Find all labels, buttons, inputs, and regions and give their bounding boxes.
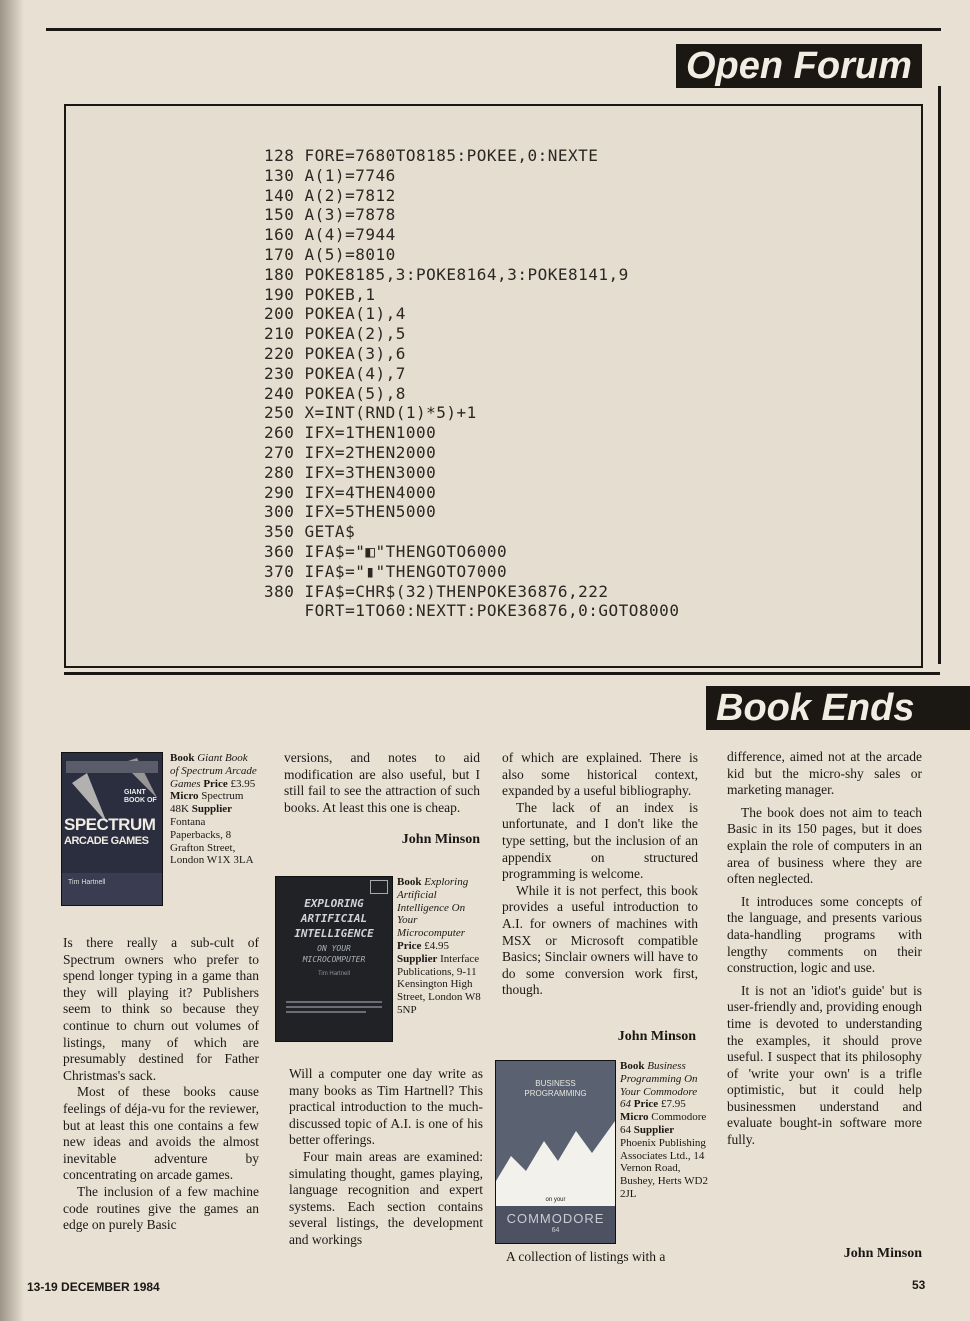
book-label: Book bbox=[397, 876, 422, 888]
paragraph: The book does not aim to teach Basic in its 150 pages, but it does explain the role of computers in an area of business where they are often neglected. bbox=[727, 804, 922, 887]
code-line: 250 X=INT(RND(1)*5)+1 bbox=[264, 403, 477, 423]
book-title: Business Programming On Your Commodore 64 bbox=[620, 1060, 698, 1111]
price: £4.95 bbox=[424, 939, 449, 952]
supplier-label: Supplier bbox=[397, 952, 438, 965]
supplier-label: Supplier bbox=[191, 803, 233, 816]
paragraph: Most of these books cause feelings of déja-vu for the reviewer, but at least this one contains a few new ideas and avoids the almost inevitable adventure by concentrating on arcade games. bbox=[63, 1084, 259, 1183]
paragraph: While it is not perfect, this book provides a useful introduction to A.I. for owners of machines with MSX or Microsoft compatible Basics; Sinclair owners will have to do some conversion work first, though. bbox=[502, 882, 698, 998]
code-line: 128 FORE=7680TO8185:POKEE,0:NEXTE bbox=[264, 146, 599, 165]
code-line: 370 IFA$="▮"THENGOTO7000 bbox=[264, 561, 508, 581]
code-line: 160 A(4)=7944 bbox=[264, 225, 396, 245]
book-ends-bar-right bbox=[940, 686, 970, 730]
code-line: 140 A(2)=7812 bbox=[264, 185, 396, 205]
code-line: 270 IFX=2THEN2000 bbox=[264, 443, 437, 462]
cover-blurb bbox=[286, 1001, 382, 1003]
paragraph: of which are explained. There is also some historical context, expanded by a useful bibliography. bbox=[502, 750, 698, 799]
commodore-book-cover bbox=[495, 1060, 616, 1244]
code-line: 360 IFA$="◧"THENGOTO6000 bbox=[264, 542, 508, 561]
code-line: 180 POKE8185,3:POKE8164,3:POKE8141,9 bbox=[264, 264, 629, 284]
cover-line: MICROCOMPUTER bbox=[302, 955, 366, 964]
micro: Commodore 64 bbox=[620, 1111, 707, 1136]
book-ends-title: Book Ends bbox=[716, 687, 915, 729]
code-line: 150 A(3)=7878 bbox=[264, 205, 396, 225]
code-line: 280 IFX=3THEN3000 bbox=[264, 462, 437, 482]
code-line: 350 GETA$ bbox=[264, 522, 356, 542]
supplier: Interface Publications, 9-11 Kensington High Street, London W8 5NP bbox=[397, 952, 481, 1016]
column-2-bottom bbox=[289, 1066, 483, 1249]
paragraph: It introduces some concepts of the language, and presents various data-handling programs with lengthy comments on their construction, logic and use. bbox=[727, 893, 922, 976]
binding-shadow bbox=[0, 0, 24, 1321]
book-ends-banner bbox=[706, 686, 960, 730]
code-line: 130 A(1)=7746 bbox=[264, 165, 396, 185]
cover-title: PROGRAMMING bbox=[524, 1089, 587, 1098]
paragraph: Will a computer one day write as many books as Tim Hartnell? This practical introduction to the much-discussed topic of A.I. is one of his better offerings. bbox=[289, 1066, 483, 1148]
spectrum-book-cover bbox=[61, 752, 163, 906]
cover-author: Tim Hartnell bbox=[317, 971, 351, 977]
column-1 bbox=[63, 935, 259, 1234]
cover-author: Tim Hartnell bbox=[68, 879, 106, 886]
price-label: Price bbox=[397, 939, 422, 952]
book-label: Book bbox=[620, 1060, 645, 1072]
paragraph: The lack of an index is unfortunate, and I don't like the type setting, but the inclusion of an appendix on structured programming is welcome. bbox=[502, 799, 698, 882]
cover-blurb bbox=[286, 1006, 382, 1008]
supplier: Phoenix Publishing Associates Ltd., 14 Vernon Road, Bushey, Herts WD2 2JL bbox=[620, 1136, 708, 1200]
review2-info bbox=[397, 876, 485, 1017]
cover-line: ARTIFICIAL bbox=[300, 912, 368, 925]
cover-subtitle: on your bbox=[545, 1197, 566, 1203]
micro: Spectrum 48K bbox=[170, 790, 244, 816]
paragraph: Four main areas are examined: simulating thought, games playing, language recognition and expert systems. Each section contains several listings, the development and workings bbox=[289, 1148, 483, 1247]
code-line: FORT=1TO60:NEXTT:POKE36876,0:GOTO8000 bbox=[264, 601, 680, 621]
cover-top: GIANT BOOK OF bbox=[124, 789, 157, 804]
cover-blurb bbox=[286, 1011, 366, 1013]
review1-info bbox=[170, 752, 258, 867]
review1-byline: John Minson bbox=[401, 832, 480, 847]
code-line: 290 IFX=4THEN4000 bbox=[264, 482, 437, 502]
code-line: 260 IFX=1THEN1000 bbox=[264, 423, 437, 443]
book-title: Giant Book of Spectrum Arcade Games bbox=[170, 752, 257, 790]
price: £3.95 bbox=[230, 777, 256, 790]
right-rule bbox=[938, 86, 941, 664]
column-3 bbox=[502, 750, 698, 999]
book-title: Exploring Artificial Intelligence On Your Microcomputer bbox=[397, 876, 469, 940]
code-line: 380 IFA$=CHR$(32)THENPOKE36876,222 bbox=[264, 581, 609, 601]
price-label: Price bbox=[633, 1098, 659, 1111]
paragraph: It is not an 'idiot's guide' but is user-friendly and, providing enough time is devoted to understanding the examples, it should prove useful. I suspect that its philosophy of 'write your own' is a trifle optimistic, but it could help businessmen understand and evaluate bought-in software more fully. bbox=[727, 982, 922, 1148]
paragraph: Is there really a sub-cult of Spectrum owners who prefer to spend longer typing in a game than they will playing it? Publishers seem to think so because they continue to churn out volumes of listings, many of which are presumably destined for Father Christmas's sack. bbox=[63, 935, 259, 1083]
book-icon bbox=[370, 880, 388, 894]
issue-date: 13-19 DECEMBER 1984 bbox=[27, 1280, 160, 1294]
cover-title: BUSINESS bbox=[535, 1079, 576, 1088]
ai-book-cover bbox=[275, 876, 393, 1042]
cover-model: 64 bbox=[551, 1227, 560, 1234]
code-line: 300 IFX=5THEN5000 bbox=[264, 502, 437, 522]
micro-label: Micro bbox=[620, 1111, 649, 1124]
column-4 bbox=[727, 749, 922, 1149]
column-3-bottom bbox=[506, 1249, 706, 1266]
code-line: 220 POKEA(3),6 bbox=[264, 344, 406, 363]
paragraph: versions, and notes to aid modification are also useful, but I still fail to see the attraction of such books. At least this one is cheap. bbox=[284, 750, 480, 815]
review3-byline: John Minson bbox=[843, 1246, 922, 1261]
cover-line: EXPLORING bbox=[304, 897, 364, 910]
code-line: 200 POKEA(1),4 bbox=[264, 304, 406, 324]
open-forum-banner bbox=[676, 44, 922, 88]
top-rule bbox=[46, 28, 941, 31]
price-label: Price bbox=[203, 777, 228, 790]
review3-info bbox=[620, 1060, 708, 1201]
section-title: Open Forum bbox=[686, 45, 912, 87]
code-line: 210 POKEA(2),5 bbox=[264, 324, 406, 344]
paragraph: The inclusion of a few machine code routines give the games an edge on purely Basic bbox=[63, 1183, 259, 1233]
cover-line: INTELLIGENCE bbox=[294, 927, 374, 940]
micro-label: Micro bbox=[170, 790, 199, 803]
review2-byline: John Minson bbox=[617, 1029, 696, 1044]
code-line: 190 POKEB,1 bbox=[264, 284, 376, 304]
code-line: 170 A(5)=8010 bbox=[264, 245, 396, 264]
supplier: Fontana Paperbacks, 8 Grafton Street, London W1X 3LA bbox=[170, 815, 254, 867]
code-line: 230 POKEA(4),7 bbox=[264, 363, 406, 383]
column-2-top bbox=[284, 750, 480, 816]
code-line: 240 POKEA(5),8 bbox=[264, 383, 406, 403]
book-label: Book bbox=[170, 752, 195, 764]
cover-subtitle: ARCADE GAMES bbox=[64, 835, 149, 847]
page-number: 53 bbox=[912, 1278, 926, 1292]
cover-brand: COMMODORE bbox=[506, 1211, 605, 1226]
cover-title: SPECTRUM bbox=[64, 815, 156, 834]
supplier-label: Supplier bbox=[633, 1123, 675, 1136]
book-ends-rule bbox=[64, 672, 940, 675]
price: £7.95 bbox=[660, 1098, 686, 1111]
cover-line: ON YOUR bbox=[317, 944, 351, 953]
paragraph: difference, aimed not at the arcade kid but the micro-shy sales or marketing manager. bbox=[727, 749, 922, 798]
paragraph: A collection of listings with a bbox=[506, 1249, 666, 1264]
